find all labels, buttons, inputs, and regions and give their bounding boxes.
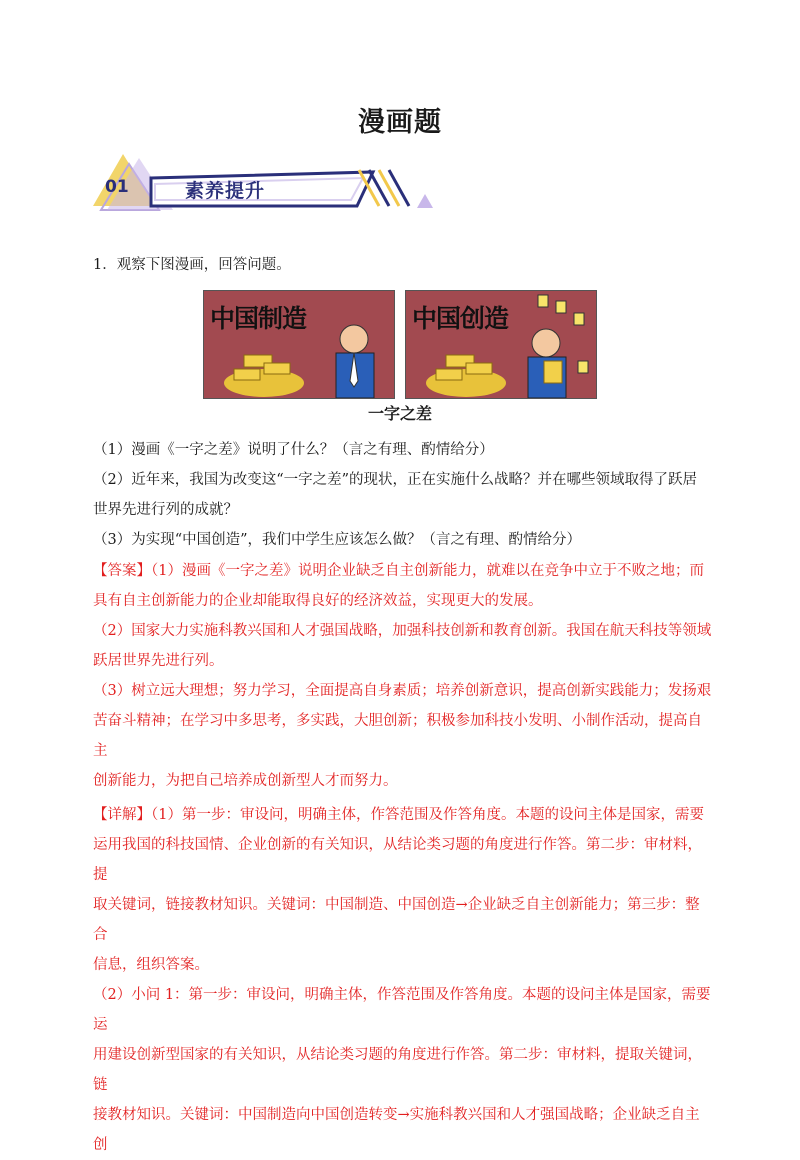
comic-drawing-left bbox=[204, 291, 394, 398]
sub-question-2-line1: （2）近年来，我国为改变这“一字之差”的现状，正在实施什么战略？并在哪些领域取得了跃居 bbox=[93, 472, 698, 488]
sub-questions bbox=[93, 435, 713, 555]
sub-question-1: （1）漫画《一字之差》说明了什么？（言之有理、酌情给分） bbox=[93, 442, 494, 458]
comic-caption: 一字之差 bbox=[367, 404, 432, 423]
comic-panel-left bbox=[203, 290, 395, 399]
detail-block bbox=[93, 800, 713, 1160]
comic-panel-right bbox=[405, 290, 597, 399]
detail-1-line4: 信息，组织答案。 bbox=[93, 957, 209, 973]
answer-2-line1: （2）国家大力实施科教兴国和人才强国战略，加强科技创新和教育创新。我国在航天科技等领域 bbox=[93, 623, 712, 639]
answer-3-line2: 苦奋斗精神；在学习中多思考，多实践，大胆创新；积极参加科技小发明、小制作活动，提高自主 bbox=[93, 713, 702, 759]
answer-1-line1: 【答案】（1）漫画《一字之差》说明企业缺乏自主创新能力，就难以在竞争中立于不败之地；而 bbox=[93, 563, 704, 579]
question-intro bbox=[93, 250, 713, 280]
detail-2-line1: （2）小问 1：第一步：审设问，明确主体，作答范围及作答角度。本题的设问主体是国家，需要运 bbox=[93, 987, 711, 1033]
comic-title-left: 中国制造 bbox=[210, 304, 307, 333]
comic-image bbox=[203, 290, 595, 400]
banner-label: 素养提升 bbox=[185, 180, 266, 202]
answer-1-line2: 具有自主创新能力的企业却能取得良好的经济效益，实现更大的发展。 bbox=[93, 593, 543, 609]
sub-question-3: （3）为实现“中国创造”，我们中学生应该怎么做？（言之有理、酌情给分） bbox=[93, 532, 582, 548]
page-title: 漫画题 bbox=[358, 107, 442, 138]
banner-graphic bbox=[93, 150, 438, 212]
answer-block bbox=[93, 556, 713, 796]
sub-question-2-line2: 世界先进行列的成就？ bbox=[93, 502, 238, 518]
question-text: 1．观察下图漫画，回答问题。 bbox=[93, 257, 291, 273]
comic-drawing-right bbox=[406, 291, 596, 398]
detail-1-line1: 【详解】（1）第一步：审设问，明确主体，作答范围及作答角度。本题的设问主体是国家，需要 bbox=[93, 807, 704, 823]
section-banner bbox=[93, 150, 438, 212]
comic-title-right: 中国创造 bbox=[412, 304, 509, 333]
detail-1-line3: 取关键词，链接教材知识。关键词：中国制造、中国创造→企业缺乏自主创新能力；第三步：整合 bbox=[93, 897, 700, 943]
detail-1-line2: 运用我国的科技国情、企业创新的有关知识，从结论类习题的角度进行作答。第二步：审材料，提 bbox=[93, 837, 702, 883]
detail-2-line3: 接教材知识。关键词：中国制造向中国创造转变→实施科教兴国和人才强国战略；企业缺乏自主创 bbox=[93, 1107, 700, 1153]
answer-2-line2: 跃居世界先进行列。 bbox=[93, 653, 224, 669]
answer-3-line1: （3）树立远大理想；努力学习，全面提高自身素质；培养创新意识，提高创新实践能力；发扬艰 bbox=[93, 683, 712, 699]
detail-2-line2: 用建设创新型国家的有关知识，从结论类习题的角度进行作答。第二步：审材料，提取关键词，链 bbox=[93, 1047, 702, 1093]
banner-number: 01 bbox=[105, 177, 129, 197]
answer-3-line3: 创新能力，为把自己培养成创新型人才而努力。 bbox=[93, 773, 398, 789]
